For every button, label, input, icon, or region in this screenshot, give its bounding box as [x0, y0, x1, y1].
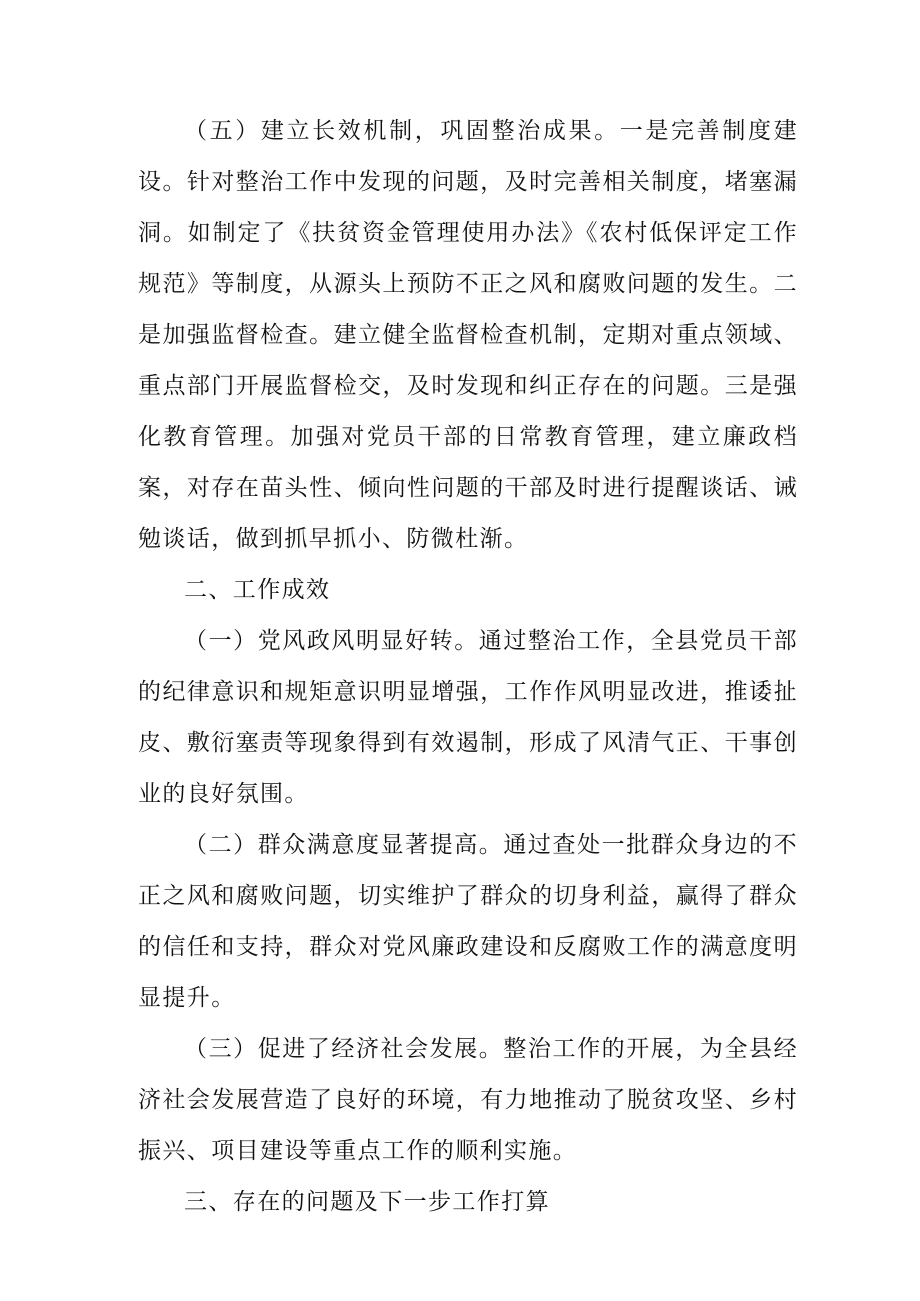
paragraph-mechanism: （五）建立长效机制，巩固整治成果。一是完善制度建设。针对整治工作中发现的问题，及时完善相关制度，堵塞漏洞。如制定了《扶贫资金管理使用办法》《农村低保评定工作规范》等制度，从源头上预防不正之风和腐败问题的发生。二是加强监督检查。建立健全监督检查机制，定期对重点领域、重点部门开展监督检交，及时发现和纠正存在的问题。三是强化教育管理。加强对党员干部的日常教育管理，建立廉政档案，对存在苗头性、倾向性问题的干部及时进行提醒谈话、诫勉谈话，做到抓早抓小、防微杜渐。	[138, 118, 798, 552]
paragraph-result-3: （三）促进了经济社会发展。整治工作的开展，为全县经济社会发展营造了良好的环境，有力地推动了脱贫攻坚、乡村振兴、项目建设等重点工作的顺利实施。	[138, 1036, 798, 1164]
paragraph-result-1: （一）党风政风明显好转。通过整治工作，全县党员干部的纪律意识和规矩意识明显增强，工作作风明显改进，推诿扯皮、敷衍塞责等现象得到有效遏制，形成了风清气正、干事创业的良好氛围。	[138, 628, 798, 807]
document-body	[138, 106, 798, 1228]
section-heading-problems: 三、存在的问题及下一步工作打算	[184, 1189, 550, 1215]
paragraph-result-2: （二）群众满意度显著提高。通过查处一批群众身边的不正之风和腐败问题，切实维护了群众的切身利益，赢得了群众的信任和支持，群众对党风廉政建设和反腐败工作的满意度明显提升。	[138, 832, 798, 1011]
section-heading-results: 二、工作成效	[184, 577, 331, 603]
